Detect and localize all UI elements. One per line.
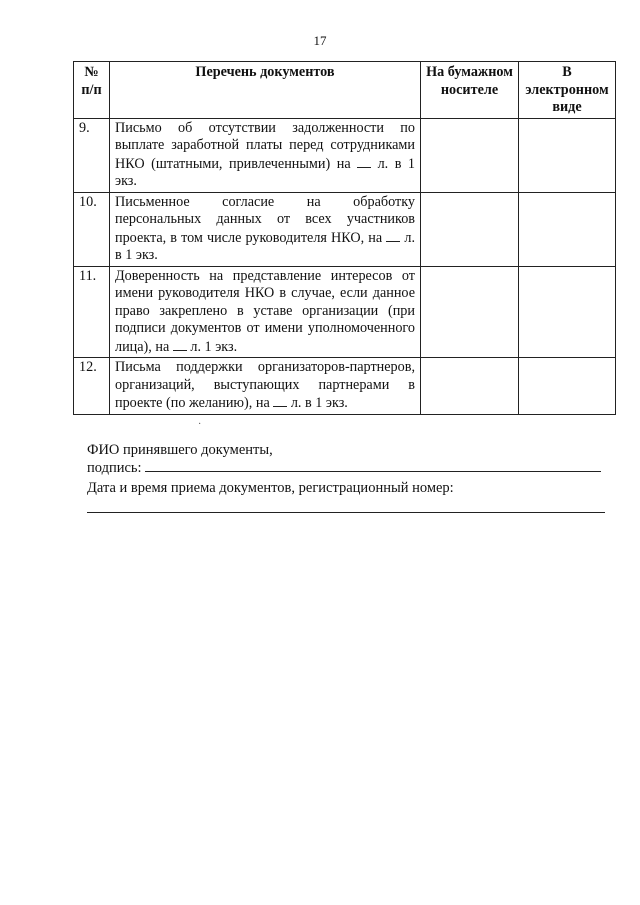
header-electronic: В электронном виде	[519, 62, 616, 119]
table-row	[74, 358, 616, 415]
sheet-count-blank	[173, 338, 187, 351]
row-number: 10.	[74, 192, 110, 266]
header-document-list: Перечень документов	[110, 62, 421, 119]
table-row	[74, 118, 616, 192]
row-number: 12.	[74, 358, 110, 415]
document-description	[110, 266, 421, 358]
signature-field[interactable]	[145, 459, 601, 472]
electronic-cell[interactable]	[519, 118, 616, 192]
table-row	[74, 192, 616, 266]
description-text: Письменное согласие на обработку персональных данных от всех участников проекта, в том числе руководителя НКО, на	[115, 193, 415, 246]
document-description	[110, 192, 421, 266]
description-text: Доверенность на представление интересов от имени руководителя НКО в случае, если данное право закреплено в уставе организации (при подписи документов от имени уполномоченного лица), на	[115, 267, 415, 355]
sheet-count-blank	[357, 155, 371, 168]
row-number: 11.	[74, 266, 110, 358]
paper-cell[interactable]	[421, 266, 519, 358]
document-description	[110, 358, 421, 415]
description-suffix: л. в 1 экз.	[115, 155, 415, 189]
registration-field[interactable]	[87, 500, 605, 513]
fio-label: ФИО принявшего документы,	[87, 442, 273, 458]
document-description	[110, 118, 421, 192]
description-text: Письмо об отсутствии задолженности по выплате заработной платы перед сотрудниками НКО (штатными, привлеченными) на	[115, 119, 415, 172]
table-header-row	[74, 62, 616, 119]
stray-mark: ·	[198, 419, 202, 430]
signature-line	[87, 459, 607, 477]
paper-cell[interactable]	[421, 118, 519, 192]
description-suffix: л. в 1 экз.	[115, 229, 415, 263]
registration-line	[87, 500, 607, 518]
paper-cell[interactable]	[421, 192, 519, 266]
signature-label: подпись:	[87, 460, 142, 476]
table-row	[74, 266, 616, 358]
electronic-cell[interactable]	[519, 192, 616, 266]
electronic-cell[interactable]	[519, 266, 616, 358]
paper-cell[interactable]	[421, 358, 519, 415]
sheet-count-blank	[273, 394, 287, 407]
electronic-cell[interactable]	[519, 358, 616, 415]
row-number: 9.	[74, 118, 110, 192]
documents-table	[73, 61, 616, 415]
description-suffix: л. 1 экз.	[186, 338, 238, 355]
datetime-label: Дата и время приема документов, регистрационный номер:	[87, 480, 454, 496]
header-paper: На бумажном носителе	[421, 62, 519, 119]
page-number: 17	[313, 33, 327, 48]
description-text: Письма поддержки организаторов-партнеров, организаций, выступающих партнерами в проекте (по желанию), на	[115, 359, 415, 411]
sheet-count-blank	[386, 229, 400, 242]
description-suffix: л. в 1 экз.	[287, 395, 348, 411]
header-number: № п/п	[74, 62, 110, 119]
